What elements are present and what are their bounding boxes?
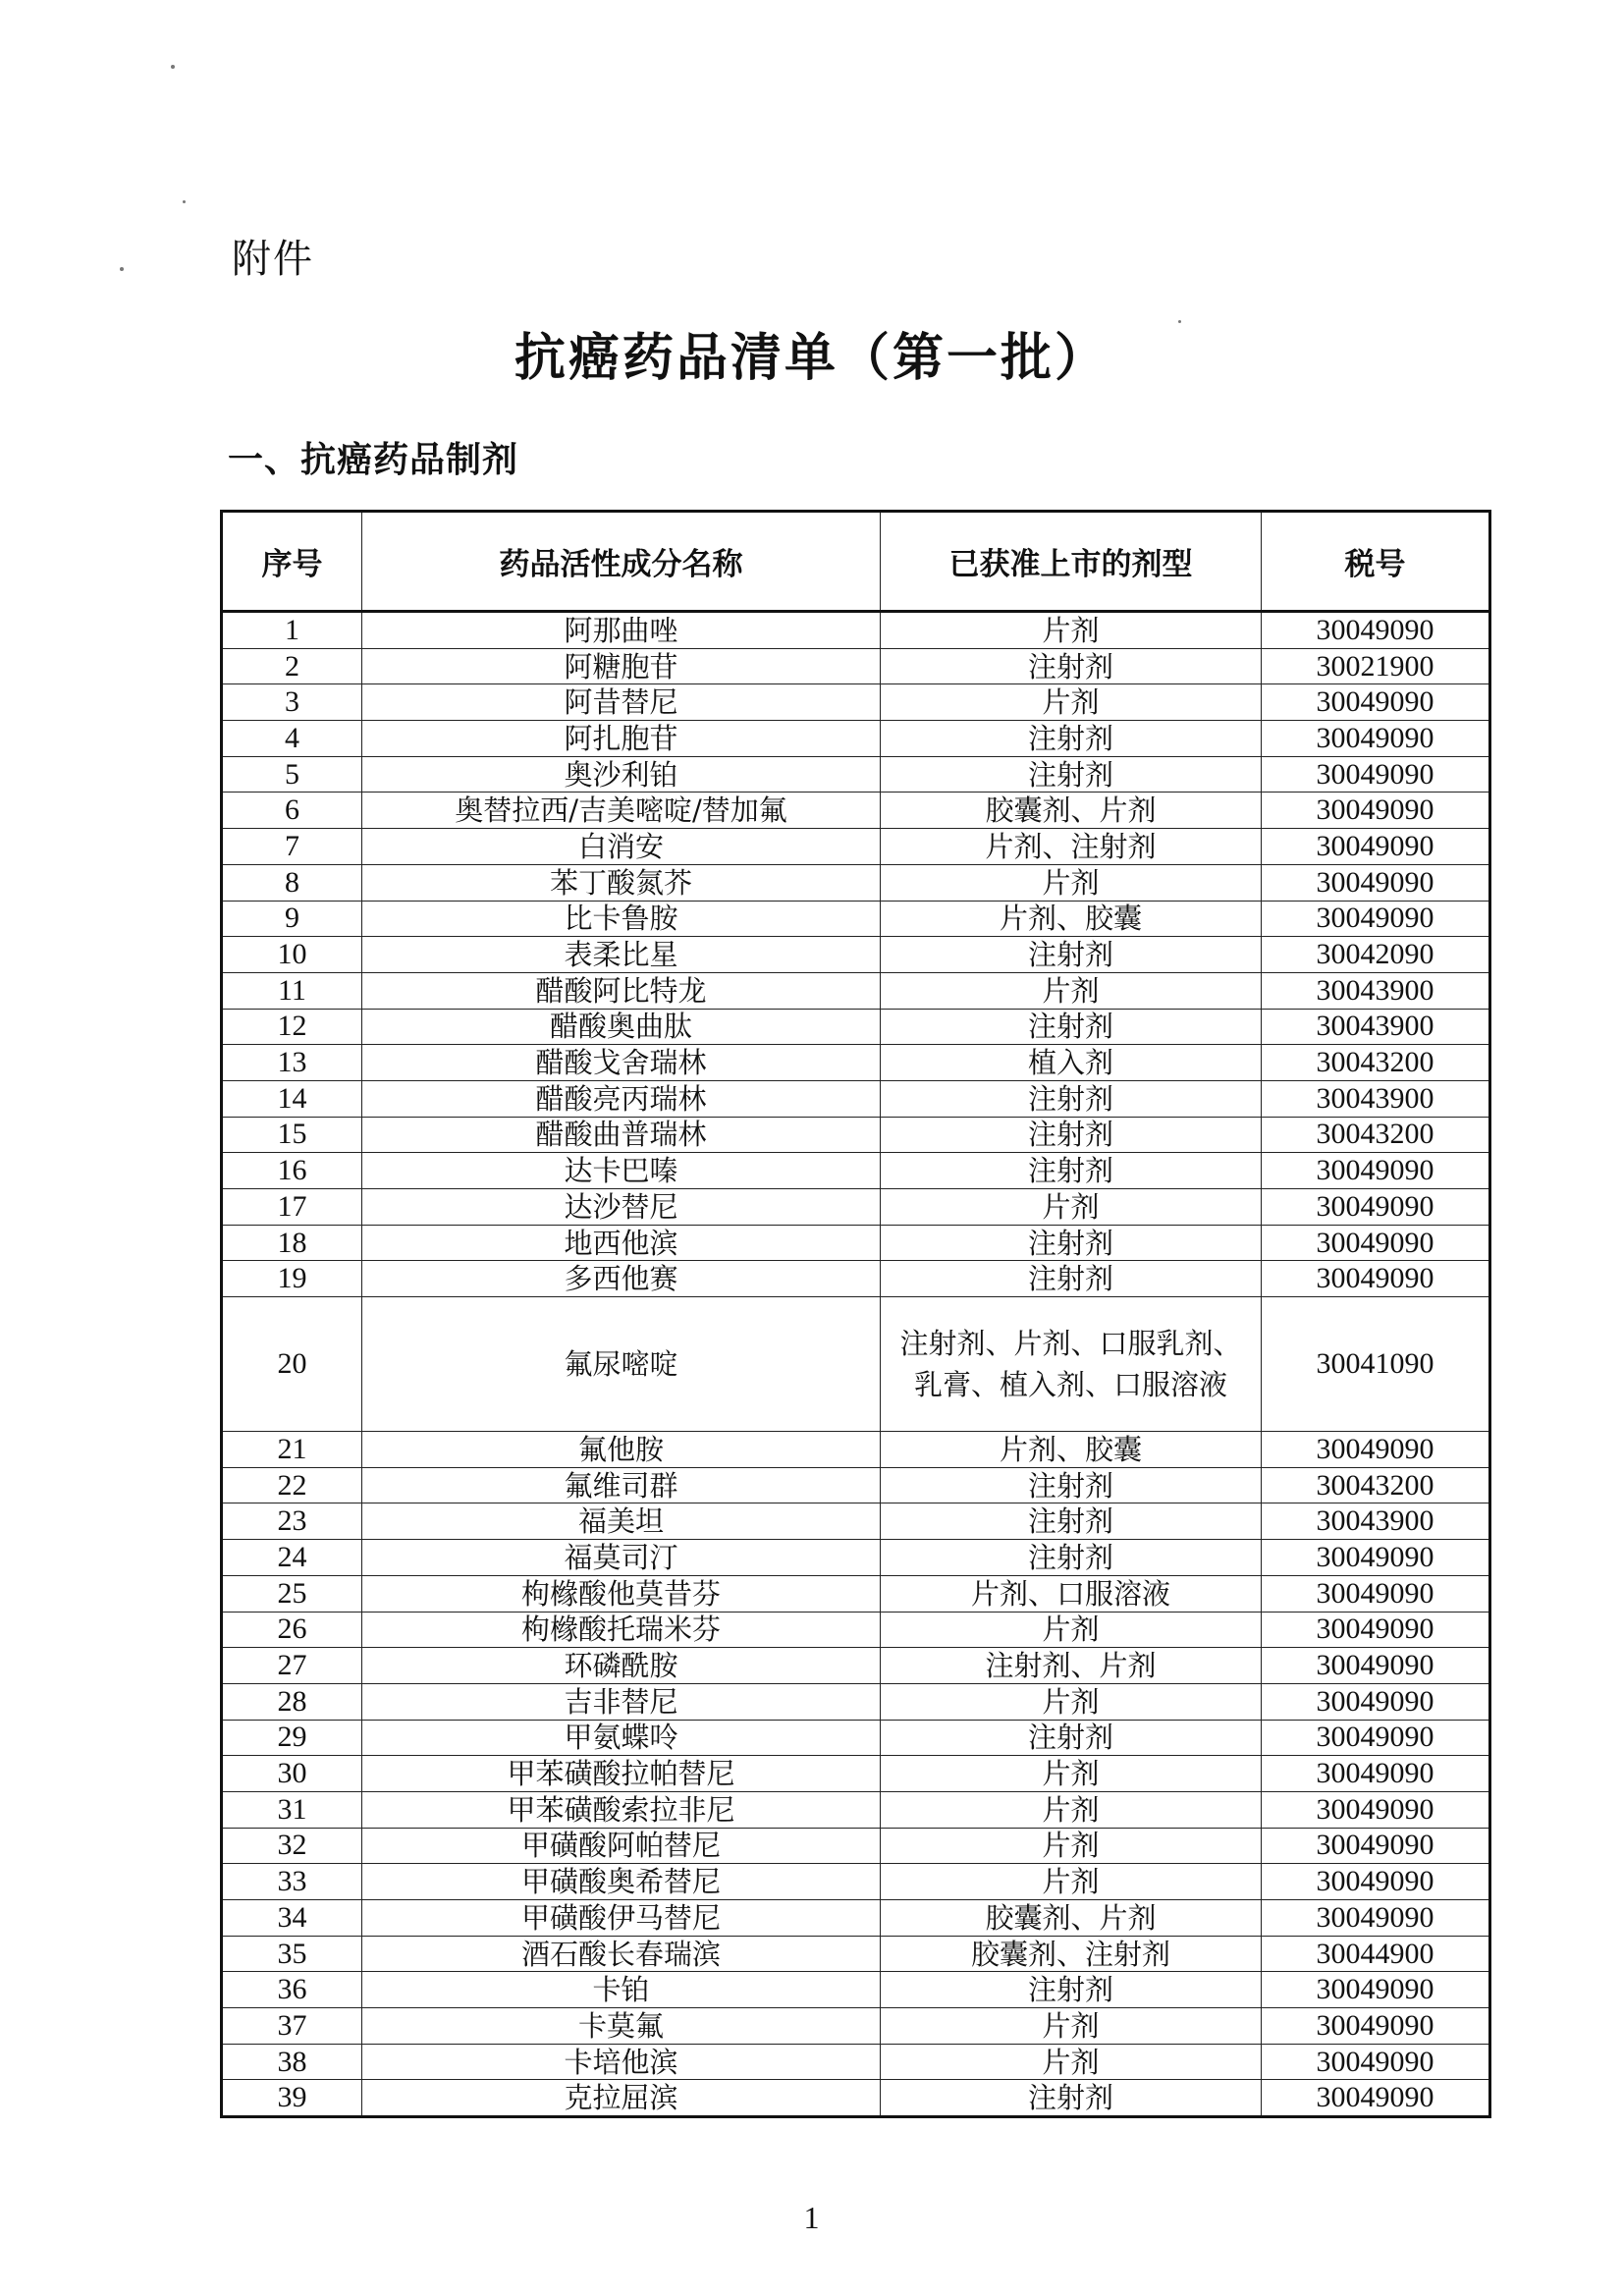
row-index: 15 xyxy=(222,1117,362,1153)
tax-code: 30049090 xyxy=(1262,1720,1490,1756)
scan-speck xyxy=(183,200,186,203)
attachment-label: 附件 xyxy=(232,237,314,282)
table-row xyxy=(222,1720,1490,1756)
tax-code: 30049090 xyxy=(1262,901,1490,937)
drug-name: 甲磺酸阿帕替尼 xyxy=(362,1828,881,1864)
dosage-form: 注射剂 xyxy=(881,1503,1262,1540)
dosage-form: 片剂 xyxy=(881,864,1262,901)
dosage-form: 片剂、胶囊 xyxy=(881,1432,1262,1468)
tax-code: 30049090 xyxy=(1262,1189,1490,1226)
row-index: 22 xyxy=(222,1467,362,1503)
table-row xyxy=(222,793,1490,829)
row-index: 23 xyxy=(222,1503,362,1540)
table-row xyxy=(222,1936,1490,1972)
tax-code: 30049090 xyxy=(1262,1864,1490,1900)
tax-code: 30042090 xyxy=(1262,937,1490,973)
dosage-form: 片剂、注射剂 xyxy=(881,829,1262,865)
dosage-form: 片剂 xyxy=(881,684,1262,721)
row-index: 1 xyxy=(222,612,362,649)
tax-code: 30043900 xyxy=(1262,972,1490,1009)
row-index: 9 xyxy=(222,901,362,937)
drug-name: 氟他胺 xyxy=(362,1432,881,1468)
row-index: 7 xyxy=(222,829,362,865)
tax-code: 30049090 xyxy=(1262,1612,1490,1648)
scan-speck xyxy=(120,267,124,271)
dosage-form: 注射剂 xyxy=(881,1720,1262,1756)
drug-name: 福莫司汀 xyxy=(362,1540,881,1576)
tax-code: 30049090 xyxy=(1262,1540,1490,1576)
tax-code: 30049090 xyxy=(1262,829,1490,865)
row-index: 21 xyxy=(222,1432,362,1468)
row-index: 17 xyxy=(222,1189,362,1226)
table-row xyxy=(222,1540,1490,1576)
row-index: 33 xyxy=(222,1864,362,1900)
dosage-form: 片剂 xyxy=(881,1828,1262,1864)
row-index: 3 xyxy=(222,684,362,721)
drug-name: 酒石酸长春瑞滨 xyxy=(362,1936,881,1972)
drug-name: 氟尿嘧啶 xyxy=(362,1297,881,1432)
tax-code: 30021900 xyxy=(1262,648,1490,684)
table-row xyxy=(222,612,1490,649)
drug-name: 枸橼酸托瑞米芬 xyxy=(362,1612,881,1648)
drug-name: 甲磺酸伊马替尼 xyxy=(362,1900,881,1937)
table-row xyxy=(222,684,1490,721)
row-index: 39 xyxy=(222,2080,362,2117)
tax-code: 30049090 xyxy=(1262,756,1490,793)
row-index: 6 xyxy=(222,793,362,829)
tax-code: 30049090 xyxy=(1262,793,1490,829)
dosage-form: 注射剂 xyxy=(881,1117,1262,1153)
tax-code: 30049090 xyxy=(1262,2008,1490,2045)
drug-name: 阿糖胞苷 xyxy=(362,648,881,684)
table-row xyxy=(222,1575,1490,1612)
tax-code: 30049090 xyxy=(1262,2044,1490,2080)
table-row xyxy=(222,2008,1490,2045)
dosage-form: 片剂 xyxy=(881,972,1262,1009)
drug-name: 苯丁酸氮芥 xyxy=(362,864,881,901)
dosage-form: 胶囊剂、注射剂 xyxy=(881,1936,1262,1972)
row-index: 19 xyxy=(222,1261,362,1297)
dosage-form: 片剂 xyxy=(881,1791,1262,1828)
drug-name: 卡莫氟 xyxy=(362,2008,881,2045)
tax-code: 30049090 xyxy=(1262,1225,1490,1261)
drug-name: 阿扎胞苷 xyxy=(362,721,881,757)
table-row xyxy=(222,1009,1490,1045)
dosage-form: 注射剂 xyxy=(881,1153,1262,1189)
row-index: 38 xyxy=(222,2044,362,2080)
table-row xyxy=(222,1297,1490,1432)
drug-name: 卡铂 xyxy=(362,1972,881,2008)
drug-name: 醋酸阿比特龙 xyxy=(362,972,881,1009)
row-index: 25 xyxy=(222,1575,362,1612)
column-header-form: 已获准上市的剂型 xyxy=(881,512,1262,612)
table-row xyxy=(222,756,1490,793)
dosage-form: 注射剂 xyxy=(881,1225,1262,1261)
row-index: 31 xyxy=(222,1791,362,1828)
drug-name: 醋酸曲普瑞林 xyxy=(362,1117,881,1153)
drug-name: 阿昔替尼 xyxy=(362,684,881,721)
table-row xyxy=(222,1261,1490,1297)
dosage-form: 注射剂、片剂、口服乳剂、乳膏、植入剂、口服溶液 xyxy=(881,1297,1262,1432)
tax-code: 30043200 xyxy=(1262,1117,1490,1153)
table-row xyxy=(222,1045,1490,1081)
row-index: 16 xyxy=(222,1153,362,1189)
drug-name: 奥替拉西/吉美嘧啶/替加氟 xyxy=(362,793,881,829)
dosage-form: 胶囊剂、片剂 xyxy=(881,793,1262,829)
dosage-form: 注射剂 xyxy=(881,1009,1262,1045)
tax-code: 30049090 xyxy=(1262,721,1490,757)
tax-code: 30043900 xyxy=(1262,1503,1490,1540)
column-header-index: 序号 xyxy=(222,512,362,612)
table-row xyxy=(222,1756,1490,1792)
row-index: 20 xyxy=(222,1297,362,1432)
tax-code: 30049090 xyxy=(1262,1791,1490,1828)
row-index: 27 xyxy=(222,1648,362,1684)
drug-name: 达卡巴嗪 xyxy=(362,1153,881,1189)
dosage-form: 植入剂 xyxy=(881,1045,1262,1081)
dosage-form: 注射剂 xyxy=(881,1080,1262,1117)
table-row xyxy=(222,1503,1490,1540)
table-row xyxy=(222,1683,1490,1720)
dosage-form: 胶囊剂、片剂 xyxy=(881,1900,1262,1937)
scan-speck xyxy=(171,65,175,69)
dosage-form: 片剂 xyxy=(881,1683,1262,1720)
table-row xyxy=(222,1900,1490,1937)
dosage-form: 片剂 xyxy=(881,1756,1262,1792)
table-row xyxy=(222,1117,1490,1153)
dosage-form: 注射剂 xyxy=(881,756,1262,793)
table-row xyxy=(222,1828,1490,1864)
table-header-row xyxy=(222,512,1490,612)
row-index: 28 xyxy=(222,1683,362,1720)
row-index: 13 xyxy=(222,1045,362,1081)
drug-name: 多西他赛 xyxy=(362,1261,881,1297)
drug-table-body xyxy=(222,612,1490,2117)
tax-code: 30043900 xyxy=(1262,1080,1490,1117)
drug-name: 甲氨蝶呤 xyxy=(362,1720,881,1756)
dosage-form: 片剂、胶囊 xyxy=(881,901,1262,937)
table-row xyxy=(222,1153,1490,1189)
table-row xyxy=(222,648,1490,684)
table-row xyxy=(222,2080,1490,2117)
tax-code: 30049090 xyxy=(1262,684,1490,721)
table-row xyxy=(222,972,1490,1009)
table-row xyxy=(222,864,1490,901)
table-row xyxy=(222,2044,1490,2080)
tax-code: 30043200 xyxy=(1262,1467,1490,1503)
drug-name: 甲苯磺酸索拉非尼 xyxy=(362,1791,881,1828)
table-row xyxy=(222,937,1490,973)
tax-code: 30049090 xyxy=(1262,1756,1490,1792)
tax-code: 30043200 xyxy=(1262,1045,1490,1081)
row-index: 4 xyxy=(222,721,362,757)
drug-name: 克拉屈滨 xyxy=(362,2080,881,2117)
tax-code: 30049090 xyxy=(1262,1828,1490,1864)
dosage-form: 注射剂 xyxy=(881,648,1262,684)
page-title: 抗癌药品清单（第一批） xyxy=(514,328,1109,388)
drug-name: 醋酸奥曲肽 xyxy=(362,1009,881,1045)
dosage-form: 注射剂 xyxy=(881,1540,1262,1576)
row-index: 26 xyxy=(222,1612,362,1648)
table-row xyxy=(222,1189,1490,1226)
tax-code: 30049090 xyxy=(1262,1648,1490,1684)
table-row xyxy=(222,1225,1490,1261)
dosage-form: 注射剂 xyxy=(881,937,1262,973)
tax-code: 30049090 xyxy=(1262,1261,1490,1297)
table-row xyxy=(222,1648,1490,1684)
table-row xyxy=(222,721,1490,757)
table-row xyxy=(222,1080,1490,1117)
row-index: 10 xyxy=(222,937,362,973)
drug-name: 甲磺酸奥希替尼 xyxy=(362,1864,881,1900)
tax-code: 30049090 xyxy=(1262,1432,1490,1468)
row-index: 24 xyxy=(222,1540,362,1576)
drug-name: 白消安 xyxy=(362,829,881,865)
row-index: 18 xyxy=(222,1225,362,1261)
row-index: 30 xyxy=(222,1756,362,1792)
row-index: 32 xyxy=(222,1828,362,1864)
dosage-form: 片剂、口服溶液 xyxy=(881,1575,1262,1612)
row-index: 14 xyxy=(222,1080,362,1117)
column-header-tax: 税号 xyxy=(1262,512,1490,612)
table-row xyxy=(222,829,1490,865)
table-row xyxy=(222,901,1490,937)
drug-table xyxy=(220,510,1491,2118)
drug-name: 奥沙利铂 xyxy=(362,756,881,793)
drug-name: 氟维司群 xyxy=(362,1467,881,1503)
table-row xyxy=(222,1467,1490,1503)
drug-name: 吉非替尼 xyxy=(362,1683,881,1720)
row-index: 2 xyxy=(222,648,362,684)
tax-code: 30049090 xyxy=(1262,612,1490,649)
dosage-form: 片剂 xyxy=(881,2044,1262,2080)
drug-name: 达沙替尼 xyxy=(362,1189,881,1226)
dosage-form: 片剂 xyxy=(881,1189,1262,1226)
table-row xyxy=(222,1791,1490,1828)
drug-name: 地西他滨 xyxy=(362,1225,881,1261)
page-number: 1 xyxy=(803,2200,820,2235)
tax-code: 30049090 xyxy=(1262,1153,1490,1189)
drug-name: 枸橼酸他莫昔芬 xyxy=(362,1575,881,1612)
row-index: 11 xyxy=(222,972,362,1009)
dosage-form: 注射剂 xyxy=(881,1972,1262,2008)
row-index: 29 xyxy=(222,1720,362,1756)
row-index: 37 xyxy=(222,2008,362,2045)
dosage-form: 注射剂 xyxy=(881,1261,1262,1297)
drug-name: 醋酸戈舍瑞林 xyxy=(362,1045,881,1081)
drug-name: 表柔比星 xyxy=(362,937,881,973)
row-index: 12 xyxy=(222,1009,362,1045)
dosage-form: 注射剂、片剂 xyxy=(881,1648,1262,1684)
drug-name: 卡培他滨 xyxy=(362,2044,881,2080)
row-index: 34 xyxy=(222,1900,362,1937)
tax-code: 30049090 xyxy=(1262,1900,1490,1937)
dosage-form: 注射剂 xyxy=(881,721,1262,757)
dosage-form: 片剂 xyxy=(881,1612,1262,1648)
column-header-name: 药品活性成分名称 xyxy=(362,512,881,612)
drug-name: 比卡鲁胺 xyxy=(362,901,881,937)
tax-code: 30049090 xyxy=(1262,1972,1490,2008)
dosage-form: 片剂 xyxy=(881,2008,1262,2045)
dosage-form: 片剂 xyxy=(881,612,1262,649)
drug-name: 醋酸亮丙瑞林 xyxy=(362,1080,881,1117)
section-heading: 一、抗癌药品制剂 xyxy=(228,439,519,480)
drug-name: 阿那曲唑 xyxy=(362,612,881,649)
tax-code: 30049090 xyxy=(1262,1575,1490,1612)
table-row xyxy=(222,1432,1490,1468)
row-index: 35 xyxy=(222,1936,362,1972)
tax-code: 30044900 xyxy=(1262,1936,1490,1972)
dosage-form: 片剂 xyxy=(881,1864,1262,1900)
tax-code: 30041090 xyxy=(1262,1297,1490,1432)
row-index: 8 xyxy=(222,864,362,901)
drug-name: 福美坦 xyxy=(362,1503,881,1540)
dosage-form: 注射剂 xyxy=(881,1467,1262,1503)
tax-code: 30049090 xyxy=(1262,2080,1490,2117)
table-row xyxy=(222,1972,1490,2008)
tax-code: 30049090 xyxy=(1262,864,1490,901)
row-index: 5 xyxy=(222,756,362,793)
drug-name: 甲苯磺酸拉帕替尼 xyxy=(362,1756,881,1792)
row-index: 36 xyxy=(222,1972,362,2008)
drug-name: 环磷酰胺 xyxy=(362,1648,881,1684)
tax-code: 30049090 xyxy=(1262,1683,1490,1720)
dosage-form: 注射剂 xyxy=(881,2080,1262,2117)
table-row xyxy=(222,1612,1490,1648)
table-row xyxy=(222,1864,1490,1900)
tax-code: 30043900 xyxy=(1262,1009,1490,1045)
